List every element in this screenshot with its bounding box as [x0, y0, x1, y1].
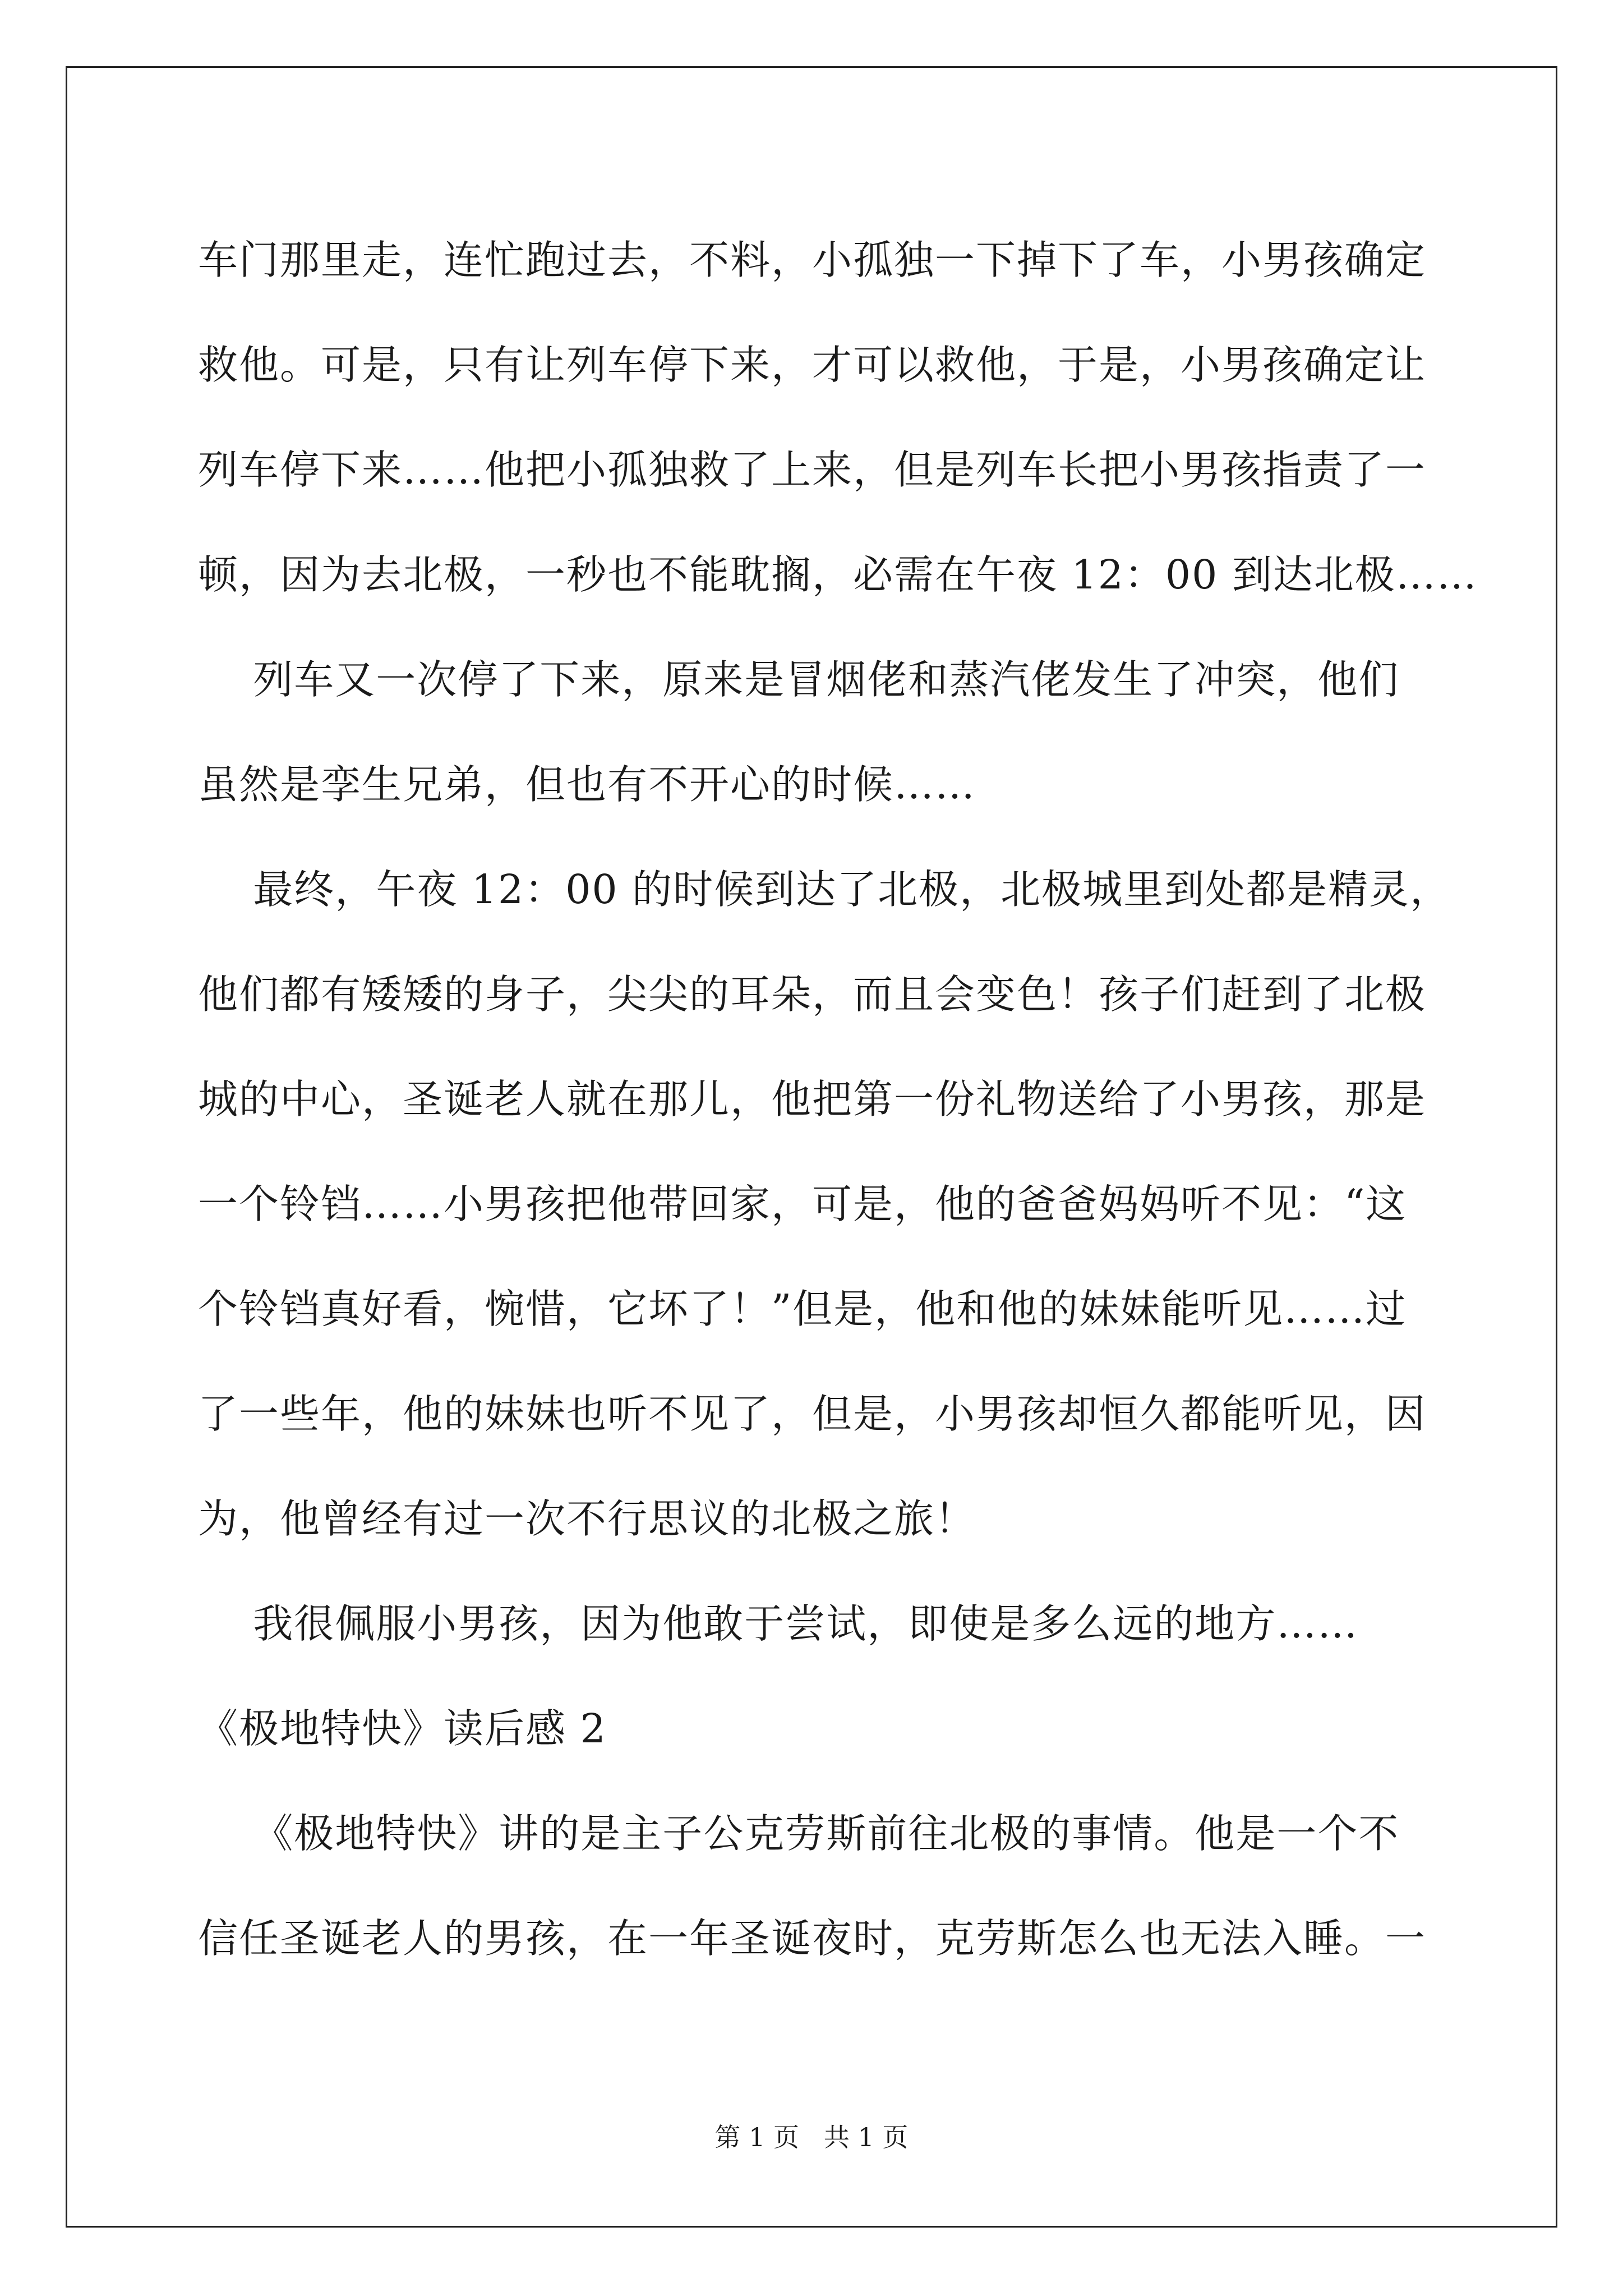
- text-line: 他们都有矮矮的身子，尖尖的耳朵，而且会变色！孩子们赶到了北极: [198, 971, 1427, 1018]
- text-line: 了一些年，他的妹妹也听不见了，但是，小男孩却恒久都能听见，因: [198, 1391, 1427, 1437]
- text-line: 信任圣诞老人的男孩，在一年圣诞夜时，克劳斯怎么也无法入睡。一: [198, 1915, 1427, 1962]
- document-body: [198, 208, 1478, 1991]
- text-line: 《极地特快》讲的是主子公克劳斯前往北极的事情。他是一个不: [198, 1810, 1400, 1857]
- text-line: 为，他曾经有过一次不行思议的北极之旅！: [198, 1496, 976, 1542]
- text-line: 车门那里走，连忙跑过去，不料，小孤独一下掉下了车，小男孩确定: [198, 237, 1427, 283]
- text-line: 列车停下来……他把小孤独救了上来，但是列车长把小男孩指责了一: [198, 447, 1427, 493]
- text-line: 一个铃铛……小男孩把他带回家，可是，他的爸爸妈妈听不见：“这: [198, 1181, 1407, 1227]
- text-line: 最终，午夜 12：00 的时候到达了北极，北极城里到处都是精灵，: [198, 866, 1451, 913]
- text-line: 顿，因为去北极，一秒也不能耽搁，必需在午夜 12：00 到达北极……: [198, 551, 1478, 598]
- text-line: 个铃铛真好看，惋惜，它坏了！”但是，他和他的妹妹能听见……过: [198, 1286, 1407, 1332]
- text-line: 我很佩服小男孩，因为他敢于尝试，即使是多么远的地方……: [198, 1600, 1359, 1647]
- text-line: 救他。可是，只有让列车停下来，才可以救他，于是，小男孩确定让: [198, 342, 1427, 388]
- text-line: 虽然是孪生兄弟，但也有不开心的时候……: [198, 761, 976, 808]
- text-line: 城的中心，圣诞老人就在那儿，他把第一份礼物送给了小男孩，那是: [198, 1076, 1427, 1122]
- page-footer: 第 1 页 共 1 页: [714, 2122, 909, 2152]
- text-line: 列车又一次停了下来，原来是冒烟佬和蒸汽佬发生了冲突，他们: [198, 656, 1400, 703]
- section-heading: 《极地特快》读后感 2: [198, 1705, 607, 1752]
